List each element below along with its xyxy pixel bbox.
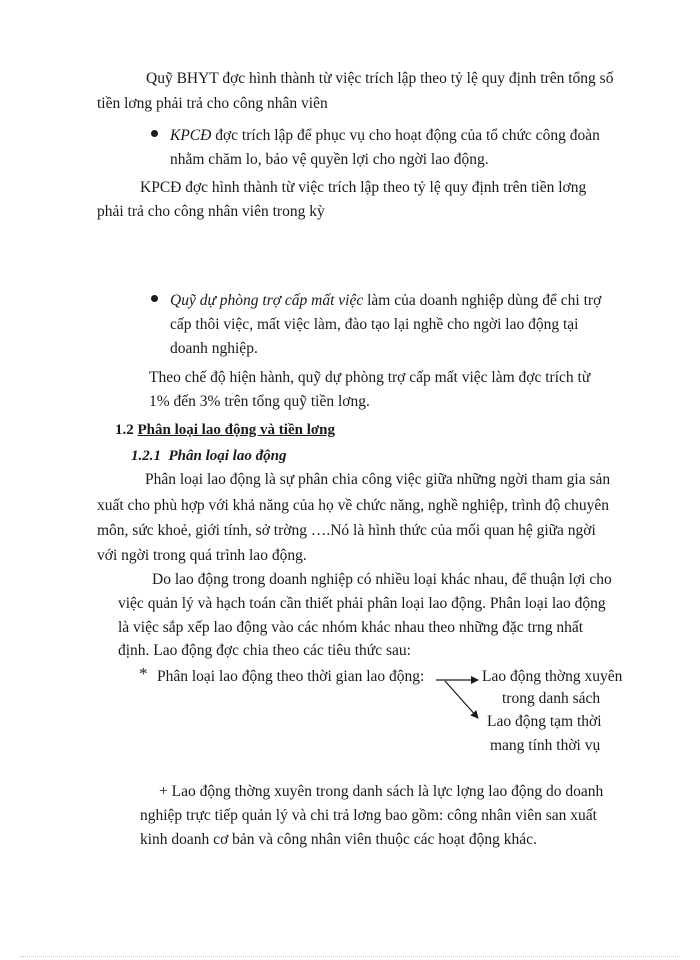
bhyt-line-1: Quỹ BHYT đợc hình thành từ việc trích lập theo tỷ lệ quy định trên tổng số xyxy=(146,70,614,87)
kpcd-bullet-line-2: nhằm chăm lo, bảo vệ quyền lợi cho ngời lao động. xyxy=(170,151,489,168)
intro-line-3: môn, sức khoẻ, giới tính, sở trờng ….Nó là hình thức của mối quan hệ giữa ngời xyxy=(97,522,596,539)
quy-bullet-line-1 xyxy=(170,291,601,311)
subsection-title: Phân loại lao động xyxy=(168,448,287,464)
kpcd-term: KPCĐ xyxy=(170,127,212,144)
section-number: 1.2 xyxy=(115,422,134,438)
kpcd-bullet-text: đợc trích lập để phục vụ cho hoạt động của tổ chức công đoàn xyxy=(211,127,600,144)
classification-label: Phân loại lao động theo thời gian lao động: xyxy=(157,668,425,685)
regular-line-2: nghiệp trực tiếp quản lý và chi trả lơng bao gồm: công nhân viên san xuất xyxy=(140,807,597,824)
quy-bullet-line-2: cấp thôi việc, mất việc làm, đào tạo lại nghề cho ngời lao động tại xyxy=(170,316,579,333)
section-heading-1-2-1 xyxy=(131,446,286,466)
bullet-icon xyxy=(151,130,158,137)
reason-line-2: việc quản lý và hạch toán cần thiết phải phân loại lao động. Phân loại lao động xyxy=(118,595,606,612)
kpcd-line-2: phải trả cho công nhân viên trong kỳ xyxy=(97,203,325,220)
quy-line-2: 1% đến 3% trên tổng quỹ tiền lơng. xyxy=(149,393,370,410)
branch-regular-line-1: Lao động thờng xuyên xyxy=(482,668,623,685)
reason-line-1: Do lao động trong doanh nghiệp có nhiều loại khác nhau, để thuận lợi cho xyxy=(152,571,612,588)
bullet-icon xyxy=(151,295,158,302)
quy-bullet-text: làm của doanh nghiệp dùng để chi trợ xyxy=(363,292,602,309)
quy-line-1: Theo chế độ hiện hành, quỹ dự phòng trợ cấp mất việc làm đợc trích từ xyxy=(149,369,591,386)
page-bottom-divider xyxy=(20,956,680,957)
intro-line-4: với ngời trong quá trình lao động. xyxy=(97,547,307,564)
branch-temporary-line-1: Lao động tạm thời xyxy=(487,713,602,730)
asterisk-marker: * xyxy=(139,664,148,683)
branch-temporary-line-2: mang tính thời vụ xyxy=(490,737,601,754)
reason-line-4: định. Lao động đợc chia theo các tiêu thức sau: xyxy=(118,642,411,659)
section-title: Phân loại lao động và tiền lơng xyxy=(137,422,336,438)
intro-line-2: xuất cho phù hợp với khả năng của họ về chức năng, nghề nghiệp, trình độ chuyên xyxy=(97,497,610,514)
bhyt-line-2: tiền lơng phải trả cho công nhân viên xyxy=(97,95,328,112)
regular-line-1: + Lao động thờng xuyên trong danh sách là lực lợng lao động do doanh xyxy=(159,783,604,800)
kpcd-line-1: KPCĐ đợc hình thành từ việc trích lập theo tỷ lệ quy định trên tiền lơng xyxy=(140,179,587,196)
quy-bullet-line-3: doanh nghiệp. xyxy=(170,340,258,357)
quy-term: Quỹ dự phòng trợ cấp mất việc xyxy=(170,292,364,309)
arrow-to-temporary xyxy=(445,681,478,718)
regular-line-3: kinh doanh cơ bản và công nhân viên thuộc các hoạt động khác. xyxy=(140,831,537,848)
subsection-number: 1.2.1 xyxy=(131,448,161,464)
intro-line-1: Phân loại lao động là sự phân chia công việc giữa những ngời tham gia sản xyxy=(145,471,611,488)
reason-line-3: là việc sắp xếp lao động vào các nhóm khác nhau theo những đặc trng nhất xyxy=(118,619,584,636)
branch-regular-line-2: trong danh sách xyxy=(502,690,601,707)
kpcd-bullet-line-1 xyxy=(170,126,600,146)
section-heading-1-2 xyxy=(115,420,347,440)
